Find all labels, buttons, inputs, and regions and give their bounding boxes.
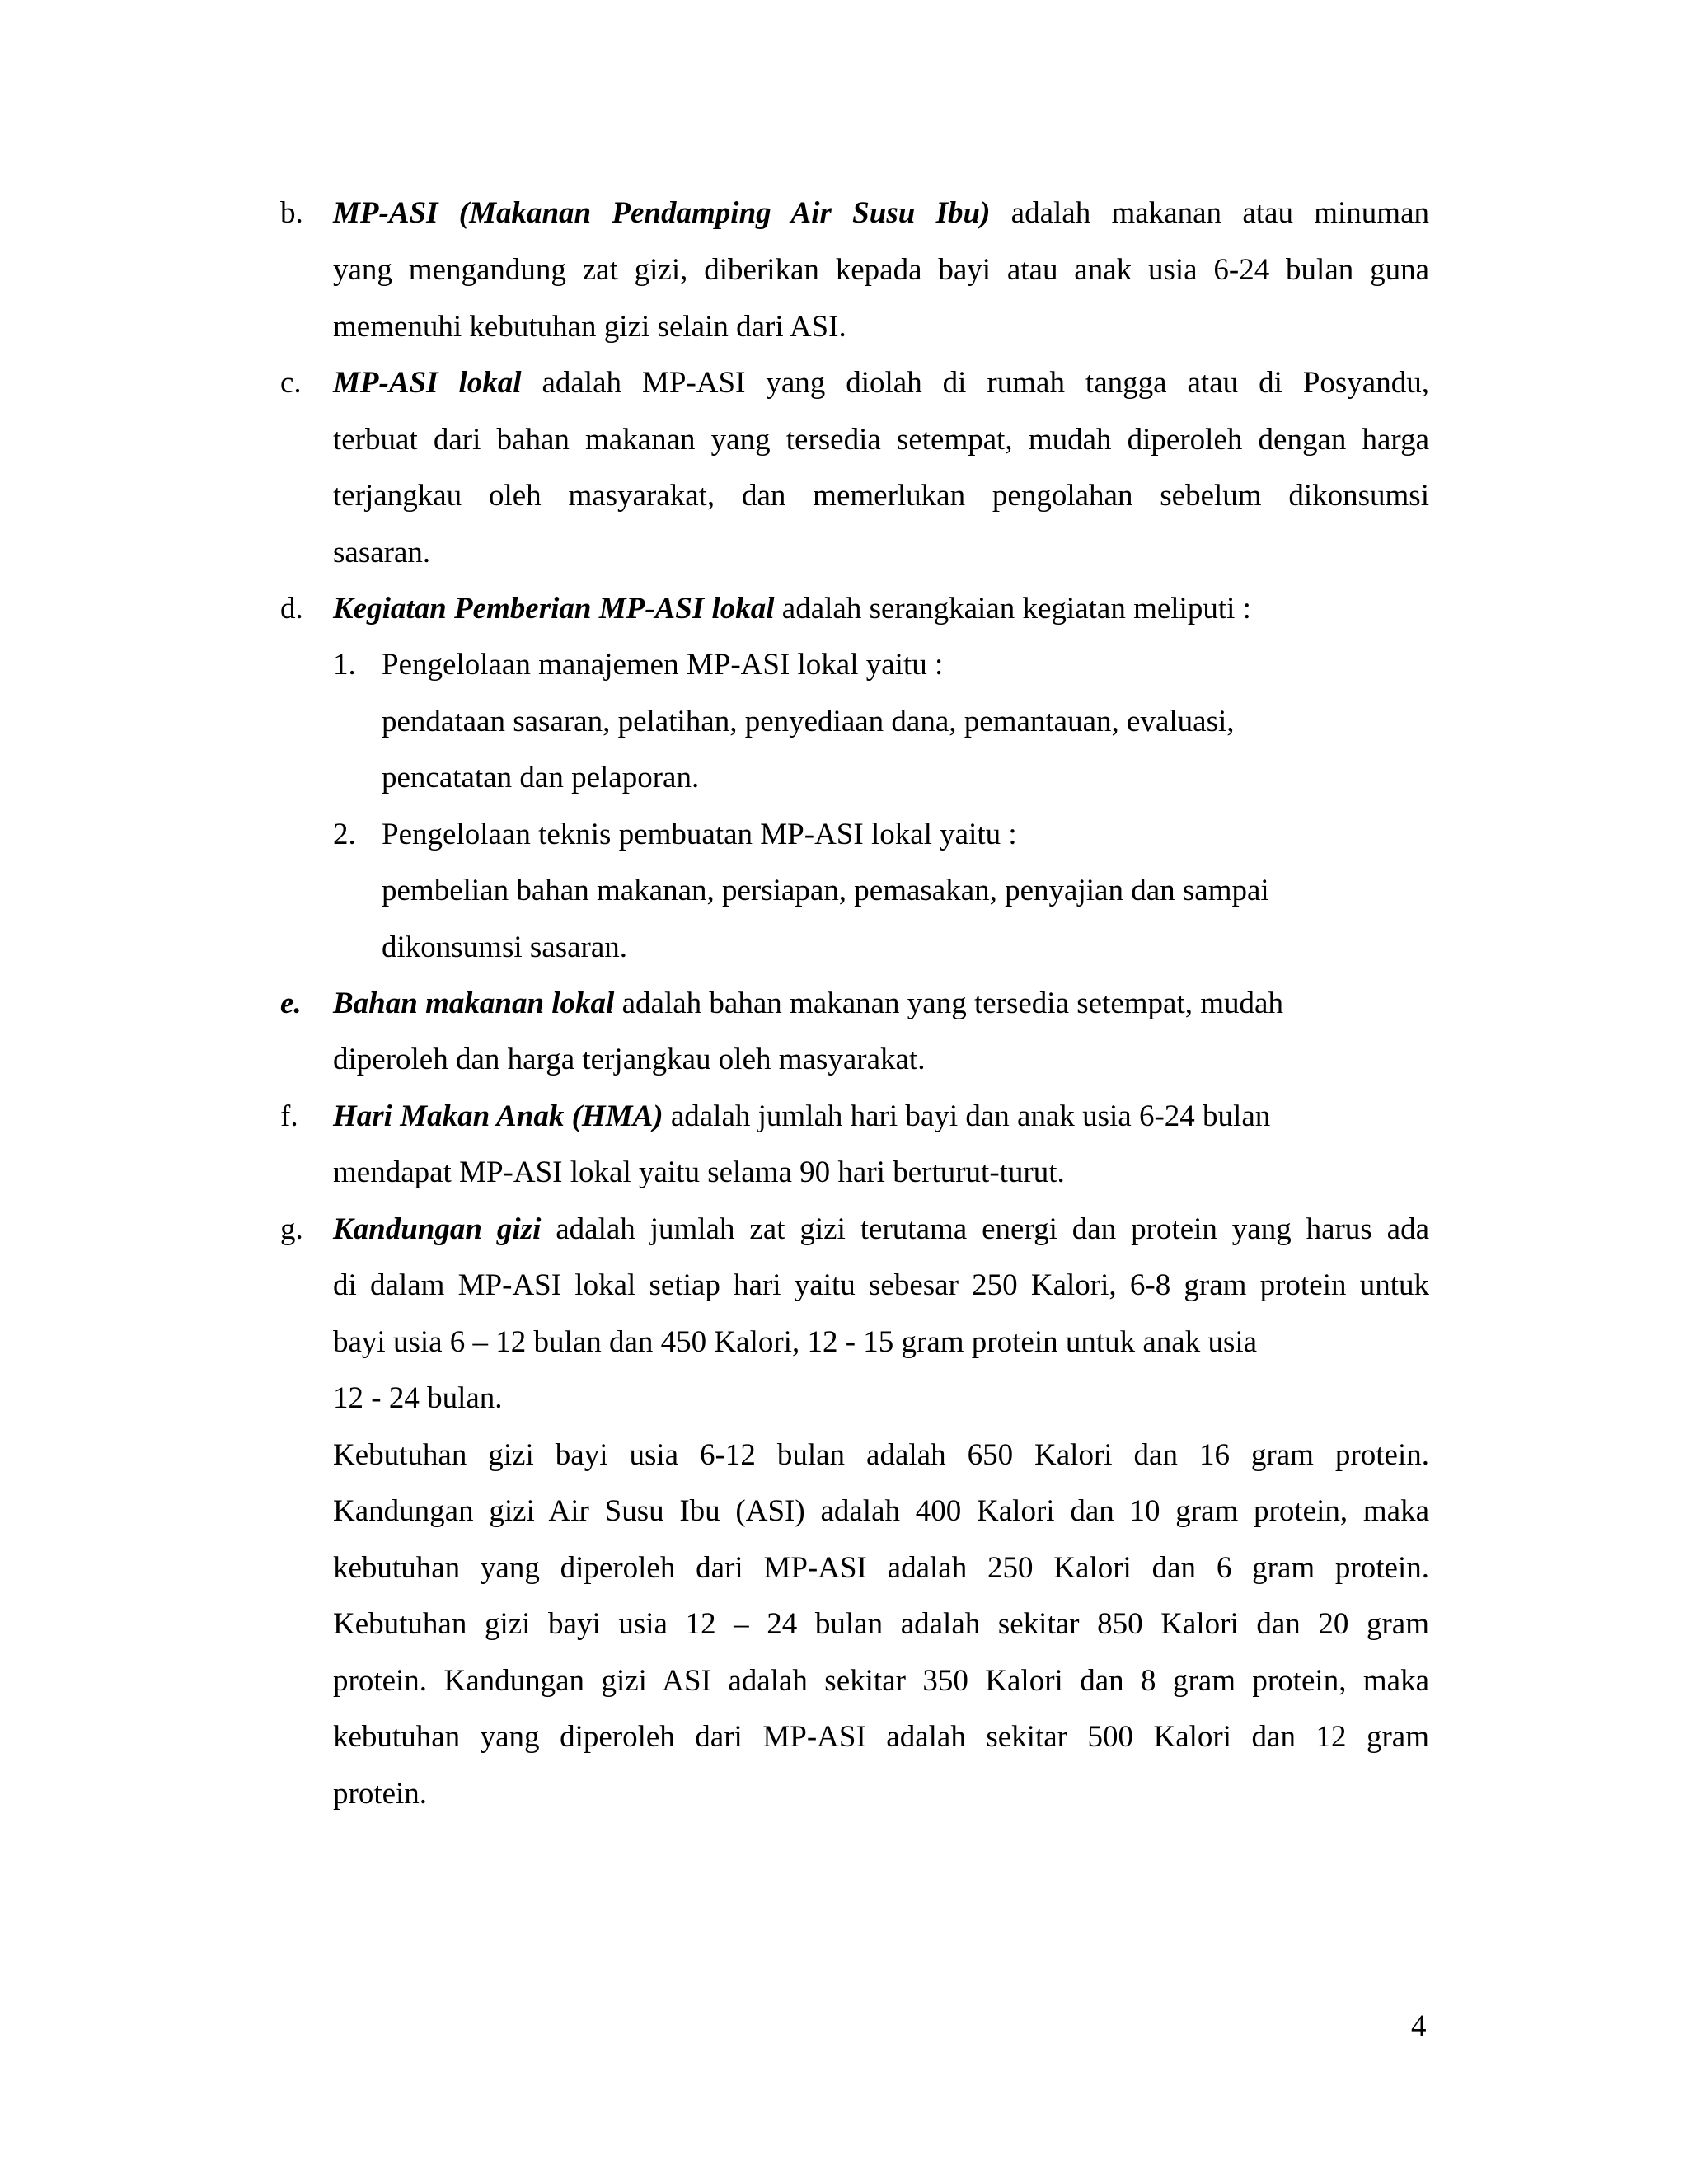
item-g-paragraph-line-1: Kebutuhan gizi bayi usia 6-12 bulan adalah 650 Kalori dan 16 gram protein. — [333, 1438, 1429, 1472]
item-g-paragraph-line-3: kebutuhan yang diperoleh dari MP-ASI adalah 250 Kalori dan 6 gram protein. — [333, 1551, 1429, 1585]
item-g-paragraph-line-2: Kandungan gizi Air Susu Ibu (ASI) adalah 400 Kalori dan 10 gram protein, maka — [333, 1494, 1429, 1528]
item-c-term: MP-ASI lokal — [333, 366, 522, 400]
item-f-first-line — [333, 1101, 1270, 1132]
item-g-line-4: 12 - 24 bulan. — [333, 1381, 503, 1415]
subitem-1-heading: Pengelolaan manajemen MP-ASI lokal yaitu : — [382, 648, 944, 682]
item-c-first-line — [333, 368, 1429, 398]
item-d-first-line — [333, 593, 1251, 624]
item-g-paragraph-line-5: protein. Kandungan gizi ASI adalah sekitar 350 Kalori dan 8 gram protein, maka — [333, 1664, 1429, 1698]
subitem-2-heading: Pengelolaan teknis pembuatan MP-ASI lokal yaitu : — [382, 818, 1017, 851]
item-marker-g: g. — [280, 1212, 303, 1246]
item-g-paragraph-line-7: protein. — [333, 1777, 428, 1811]
item-b-term: MP-ASI (Makanan Pendamping Air Susu Ibu) — [333, 196, 991, 230]
item-b-first-line — [333, 198, 1429, 228]
item-f-line-1: adalah jumlah hari bayi dan anak usia 6-24 bulan — [663, 1099, 1271, 1133]
item-e-line-2: diperoleh dan harga terjangkau oleh masyarakat. — [333, 1043, 926, 1076]
item-g-paragraph-line-6: kebutuhan yang diperoleh dari MP-ASI adalah sekitar 500 Kalori dan 12 gram — [333, 1720, 1429, 1754]
item-c-line-4: sasaran. — [333, 536, 431, 569]
item-g-term: Kandungan gizi — [333, 1212, 542, 1246]
subitem-number-1: 1. — [333, 648, 356, 682]
subitem-1-line-1: pendataan sasaran, pelatihan, penyediaan dana, pemantauan, evaluasi, — [382, 705, 1235, 738]
item-f-term: Hari Makan Anak (HMA) — [333, 1099, 663, 1133]
item-c-line-3: terjangkau oleh masyarakat, dan memerlukan pengolahan sebelum dikonsumsi — [333, 479, 1429, 513]
item-b-line-1: adalah makanan atau minuman — [990, 196, 1429, 230]
item-c-line-2: terbuat dari bahan makanan yang tersedia setempat, mudah diperoleh dengan harga — [333, 423, 1429, 457]
item-d-line-1: adalah serangkaian kegiatan meliputi : — [774, 592, 1251, 626]
item-d-term: Kegiatan Pemberian MP-ASI lokal — [333, 592, 775, 626]
item-g-line-2: di dalam MP-ASI lokal setiap hari yaitu sebesar 250 Kalori, 6-8 gram protein untuk — [333, 1268, 1429, 1302]
subitem-number-2: 2. — [333, 818, 356, 851]
item-g-line-1: adalah jumlah zat gizi terutama energi dan protein yang harus ada — [541, 1212, 1429, 1246]
subitem-2-line-1: pembelian bahan makanan, persiapan, pemasakan, penyajian dan sampai — [382, 874, 1269, 907]
item-e-term: Bahan makanan lokal — [333, 987, 615, 1020]
item-marker-f: f. — [280, 1099, 298, 1133]
subitem-1-line-2: pencatatan dan pelaporan. — [382, 761, 700, 794]
item-c-line-1: adalah MP-ASI yang diolah di rumah tangga atau di Posyandu, — [521, 366, 1429, 400]
item-e-line-1: adalah bahan makanan yang tersedia setempat, mudah — [614, 987, 1283, 1020]
item-g-first-line — [333, 1214, 1429, 1244]
subitem-2-line-2: dikonsumsi sasaran. — [382, 930, 628, 964]
item-b-line-3: memenuhi kebutuhan gizi selain dari ASI. — [333, 310, 846, 344]
item-marker-b: b. — [280, 196, 303, 230]
item-e-first-line — [333, 988, 1283, 1019]
item-marker-e: e. — [280, 987, 302, 1020]
item-g-paragraph-line-4: Kebutuhan gizi bayi usia 12 – 24 bulan adalah sekitar 850 Kalori dan 20 gram — [333, 1607, 1429, 1641]
item-b-line-2: yang mengandung zat gizi, diberikan kepada bayi atau anak usia 6-24 bulan guna — [333, 253, 1429, 287]
item-g-line-3: bayi usia 6 – 12 bulan dan 450 Kalori, 12 - 15 gram protein untuk anak usia — [333, 1325, 1258, 1359]
item-marker-c: c. — [280, 366, 302, 400]
page-number: 4 — [1411, 2009, 1427, 2043]
item-marker-d: d. — [280, 592, 303, 626]
item-f-line-2: mendapat MP-ASI lokal yaitu selama 90 hari berturut-turut. — [333, 1155, 1065, 1189]
